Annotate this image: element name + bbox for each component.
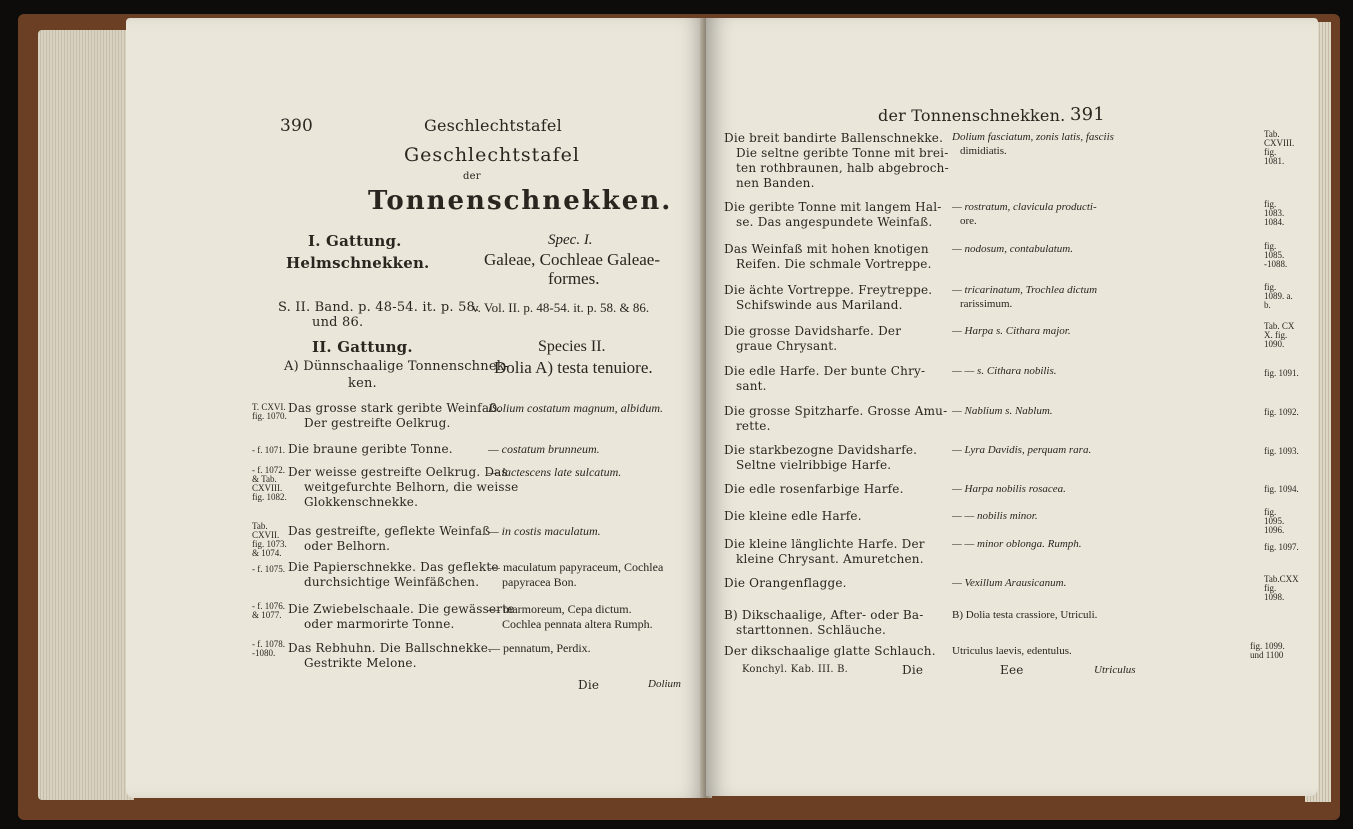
- entry-german: Das grosse stark geribte Weinfaß.: [288, 401, 502, 415]
- entry-german-cont: Seltne vielribbige Harfe.: [736, 458, 892, 472]
- spec1-head: Spec. I.: [548, 232, 593, 248]
- entry-german: Die Papierschnekke. Das geflekte: [288, 560, 499, 574]
- title-main: Tonnenschnekken.: [368, 186, 673, 216]
- ref1-a: S. II. Band. p. 48-54. it. p. 58.: [278, 300, 480, 315]
- entry-german-cont: Glokkenschnekke.: [304, 495, 419, 509]
- entry-latin: — lactescens late sulcatum.: [488, 465, 622, 479]
- running-head: Geschlechtstafel: [424, 116, 562, 135]
- title-der: der: [463, 171, 481, 182]
- genus2-head: II. Gattung.: [312, 338, 413, 356]
- entry-german: Die kleine edle Harfe.: [724, 509, 862, 523]
- plate-ref: fig. 1089. a. b.: [1264, 282, 1293, 310]
- entry-german-cont: kleine Chrysant. Amuretchen.: [736, 552, 924, 566]
- entry-latin: — pennatum, Perdix.: [488, 641, 591, 655]
- left-page: [126, 18, 706, 798]
- entry-german-cont: durchsichtige Weinfäßchen.: [304, 575, 480, 589]
- title-line1: Geschlechtstafel: [404, 144, 580, 166]
- entry-latin-cont: dimidiatis.: [960, 145, 1007, 157]
- entry-german: Das Rebhuhn. Die Ballschnekke.: [288, 641, 493, 655]
- page-number: 390: [280, 116, 314, 136]
- entry-german-cont: nen Banden.: [736, 176, 815, 190]
- entry-latin: — costatum brunneum.: [488, 442, 600, 456]
- entry-german-cont: se. Das angespundete Weinfaß.: [736, 215, 933, 229]
- plate-ref: - f. 1071.: [252, 445, 285, 455]
- plate-ref: T. CXVI. fig. 1070.: [252, 402, 287, 421]
- footer-signature: Konchyl. Kab. III. B.: [742, 664, 849, 675]
- entry-latin: — Vexillum Arausicanum.: [952, 577, 1067, 589]
- entry-german-cont: weitgefurchte Belhorn, die weisse: [304, 480, 519, 494]
- ref1-b: und 86.: [312, 315, 364, 330]
- plate-ref: fig. 1092.: [1264, 407, 1299, 417]
- entry-german: Die starkbezogne Davidsharfe.: [724, 443, 918, 457]
- plate-ref: Tab. CXVIII. fig. 1081.: [1264, 129, 1295, 166]
- entry-latin: Dolium fasciatum, zonis latis, fasciis: [952, 131, 1114, 143]
- entry-latin: Utriculus laevis, edentulus.: [952, 645, 1072, 657]
- entry-german: B) Dikschaalige, After- oder Ba-: [724, 608, 924, 622]
- entry-german-cont: ten rothbraunen, halb abgebroch-: [736, 161, 949, 175]
- page-number: 391: [1070, 104, 1105, 125]
- entry-german: Die edle Harfe. Der bunte Chry-: [724, 364, 926, 378]
- catchword-latin: Utriculus: [1094, 664, 1136, 676]
- entry-latin: — tricarinatum, Trochlea dictum: [952, 284, 1098, 296]
- plate-ref: fig. 1097.: [1264, 542, 1299, 552]
- entry-german: Der weisse gestreifte Oelkrug. Das: [288, 465, 508, 479]
- entry-latin-cont: Cochlea pennata altera Rumph.: [502, 617, 653, 631]
- entry-german: Die grosse Davidsharfe. Der: [724, 324, 902, 338]
- genus1-head: I. Gattung.: [308, 232, 402, 250]
- entry-latin: — Nablium s. Nablum.: [952, 405, 1053, 417]
- entry-german-cont: rette.: [736, 419, 771, 433]
- entry-latin: — in costis maculatum.: [488, 524, 601, 538]
- entry-german: Das Weinfaß mit hohen knotigen: [724, 242, 929, 256]
- entry-german: Der dikschaalige glatte Schlauch.: [724, 644, 936, 658]
- entry-latin: — nodosum, contabulatum.: [952, 243, 1073, 255]
- genus2-sub-a: A) Dünnschaalige Tonnenschnek-: [284, 359, 510, 374]
- right-page: [706, 18, 1318, 796]
- catchword-german: Die: [902, 663, 924, 677]
- genus1-name: Helmschnekken.: [286, 254, 430, 272]
- entry-german-cont: sant.: [736, 379, 767, 393]
- plate-ref: Tab. CXVII. fig. 1073. & 1074.: [252, 521, 287, 558]
- running-head: der Tonnenschnekken.: [878, 106, 1066, 125]
- entry-german-cont: Gestrikte Melone.: [304, 656, 417, 670]
- entry-latin: B) Dolia testa crassiore, Utriculi.: [952, 609, 1098, 621]
- entry-latin: — maculatum papyraceum, Cochlea: [488, 560, 664, 574]
- entry-latin-cont: papyracea Bon.: [502, 575, 577, 589]
- entry-german: Die grosse Spitzharfe. Grosse Amu-: [724, 404, 948, 418]
- signature-mark: Eee: [1000, 663, 1024, 677]
- entry-german: Die edle rosenfarbige Harfe.: [724, 482, 904, 496]
- entry-german-cont: starttonnen. Schläuche.: [736, 623, 887, 637]
- entry-german: Die geribte Tonne mit langem Hal-: [724, 200, 942, 214]
- page-edges-left: [38, 30, 134, 800]
- species2-sub: Dolia A) testa tenuiore.: [494, 358, 653, 377]
- catchword-german: Die: [578, 678, 600, 692]
- entry-german: Die ächte Vortreppe. Freytreppe.: [724, 283, 933, 297]
- plate-ref: - f. 1076. & 1077.: [252, 601, 285, 620]
- entry-german: Die breit bandirte Ballenschnekke.: [724, 131, 944, 145]
- entry-german-cont: oder marmorirte Tonne.: [304, 617, 455, 631]
- plate-ref: fig. 1083. 1084.: [1264, 199, 1285, 227]
- entry-latin-cont: ore.: [960, 215, 977, 227]
- genus2-sub-b: ken.: [348, 376, 377, 391]
- plate-ref: fig. 1093.: [1264, 446, 1299, 456]
- plate-ref: - f. 1075.: [252, 564, 285, 574]
- entry-german: Das gestreifte, geflekte Weinfaß: [288, 524, 491, 538]
- entry-german: Die Zwiebelschaale. Die gewässerte: [288, 602, 515, 616]
- catchword-latin: Dolium: [648, 678, 681, 690]
- plate-ref: fig. 1085. -1088.: [1264, 241, 1288, 269]
- entry-latin: Dolium costatum magnum, albidum.: [488, 401, 663, 415]
- spec1-name-b: formes.: [548, 269, 600, 288]
- entry-latin: — Harpa s. Cithara major.: [952, 325, 1071, 337]
- entry-german: Die Orangenflagge.: [724, 576, 847, 590]
- entry-latin: — — minor oblonga. Rumph.: [952, 538, 1082, 550]
- plate-ref: fig. 1094.: [1264, 484, 1299, 494]
- entry-german-cont: Die seltne geribte Tonne mit brei-: [736, 146, 949, 160]
- plate-ref: fig. 1091.: [1264, 368, 1299, 378]
- plate-ref: fig. 1099. und 1100: [1250, 641, 1285, 660]
- plate-ref: fig. 1095. 1096.: [1264, 507, 1285, 535]
- entry-german: Die kleine länglichte Harfe. Der: [724, 537, 925, 551]
- entry-german-cont: graue Chrysant.: [736, 339, 838, 353]
- spec1-name-a: Galeae, Cochleae Galeae-: [484, 250, 661, 269]
- plate-ref: Tab.CXX fig. 1098.: [1264, 574, 1299, 602]
- entry-latin: — Harpa nobilis rosacea.: [952, 483, 1066, 495]
- plate-ref: Tab. CX X. fig. 1090.: [1264, 321, 1295, 349]
- species2-head: Species II.: [538, 338, 606, 355]
- entry-latin: — rostratum, clavicula producti-: [952, 201, 1097, 213]
- plate-ref: - f. 1078. -1080.: [252, 639, 285, 658]
- entry-latin: — marmoreum, Cepa dictum.: [488, 602, 632, 616]
- entry-latin: — — s. Cithara nobilis.: [952, 365, 1057, 377]
- entry-latin: — Lyra Davidis, perquam rara.: [952, 444, 1092, 456]
- entry-german-cont: Der gestreifte Oelkrug.: [304, 416, 451, 430]
- plate-ref: - f. 1072. & Tab. CXVIII. fig. 1082.: [252, 465, 287, 502]
- entry-german-cont: Reifen. Die schmale Vortreppe.: [736, 257, 932, 271]
- ref1-latin: v. Vol. II. p. 48-54. it. p. 58. & 86.: [472, 300, 650, 315]
- entry-german-cont: Schifswinde aus Mariland.: [736, 298, 903, 312]
- entry-latin-cont: rarissimum.: [960, 298, 1013, 310]
- entry-latin: — — nobilis minor.: [952, 510, 1038, 522]
- entry-german-cont: oder Belhorn.: [304, 539, 391, 553]
- entry-german: Die braune geribte Tonne.: [288, 442, 453, 456]
